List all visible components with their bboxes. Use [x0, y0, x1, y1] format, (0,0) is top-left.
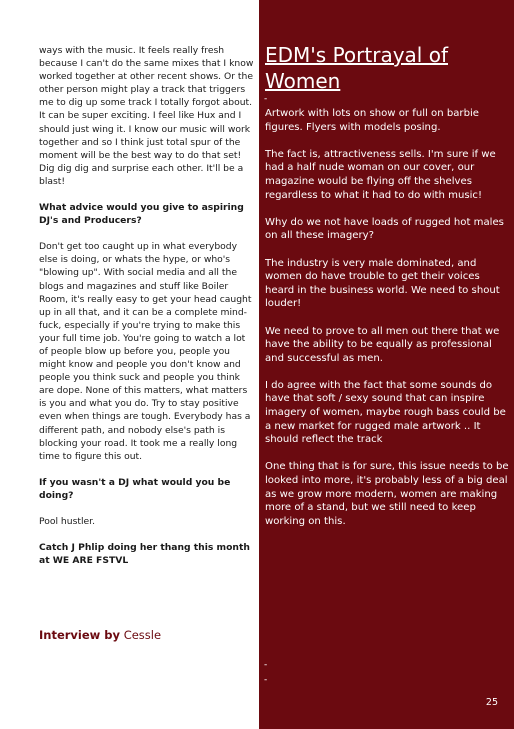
article-paragraph: The fact is, attractiveness sells. I'm sure if we had a half nude woman on our cover, our magazine would be flying off the shelves regardless to what it had to do with music!	[265, 148, 496, 201]
article-paragraph: The industry is very male dominated, and women do have trouble to get their voices heard in the business world. We need to shout louder!	[265, 257, 500, 310]
dash-mark: -	[264, 660, 268, 670]
interview-label: Interview by	[39, 628, 121, 642]
page-number: 25	[485, 697, 498, 708]
interview-credit	[39, 628, 161, 642]
article-paragraph: Why do we not have loads of rugged hot males on all these imagery?	[265, 216, 504, 242]
interviewer-name: Cessle	[123, 628, 162, 642]
answer-advice: Don't get too caught up in what everybody else is doing, or whats the hype, or who's "blowing up". With social media and all the blogs and magazines and stuff like Boiler Room, it's really easy to get your head caught up in all that, and it can be a complete mind-fuck, especially if you're trying to make this your full time job. You're going to watch a lot of people blow up before you, people you might know and people you don't know and people you think suck and people you think are dope. None of this matters, what matters is you and what you do. Try to stay positive even when things are tough. Everybody has a different path, and nobody else's path is blocking your road. It took me a really long time to figure this out.	[39, 241, 252, 462]
catch-line: Catch J Phlip doing her thang this month at WE ARE FSTVL	[39, 542, 250, 567]
article-paragraph: Artwork with lots on show or full on barbie figures. Flyers with models posing.	[265, 108, 479, 133]
article-paragraph: We need to prove to all men out there that we have the ability to be equally as professional and successful as men.	[265, 325, 500, 364]
answer-paragraph: ways with the music. It feels really fresh because I can't do the same mixes that I know worked together at other recent shows. Or the other person might play a track that triggers me to dig up some track I totally forgot about. It can be super exciting. I feel like Hux and I should just wing it. I know our music will work together and so I think just total spur of the moment will be the best way to do that set! Dig dig dig and surprise each other. It'll be a blast!	[39, 45, 254, 187]
article-title: EDM's Portrayal of Women	[265, 43, 448, 93]
right-column	[259, 0, 514, 729]
answer-not-dj: Pool hustler.	[39, 516, 96, 527]
article-paragraph: I do agree with the fact that some sounds do have that soft / sexy sound that can inspire imagery of women, maybe rough bass could be a new market for rugged male artwork .. It should reflect the track	[265, 379, 506, 446]
question-advice: What advice would you give to aspiring DJ's and Producers?	[39, 202, 244, 227]
article-paragraph: One thing that is for sure, this issue needs to be looked into more, it's probably less of a big deal as we grow more modern, women are making more of a stand, but we still need to keep working on this.	[265, 461, 509, 527]
dash-mark: -	[264, 675, 268, 685]
dash-mark: -	[264, 94, 268, 104]
interview-text	[39, 44, 257, 567]
article-body	[265, 107, 509, 542]
question-not-dj: If you wasn't a DJ what would you be doing?	[39, 476, 231, 501]
